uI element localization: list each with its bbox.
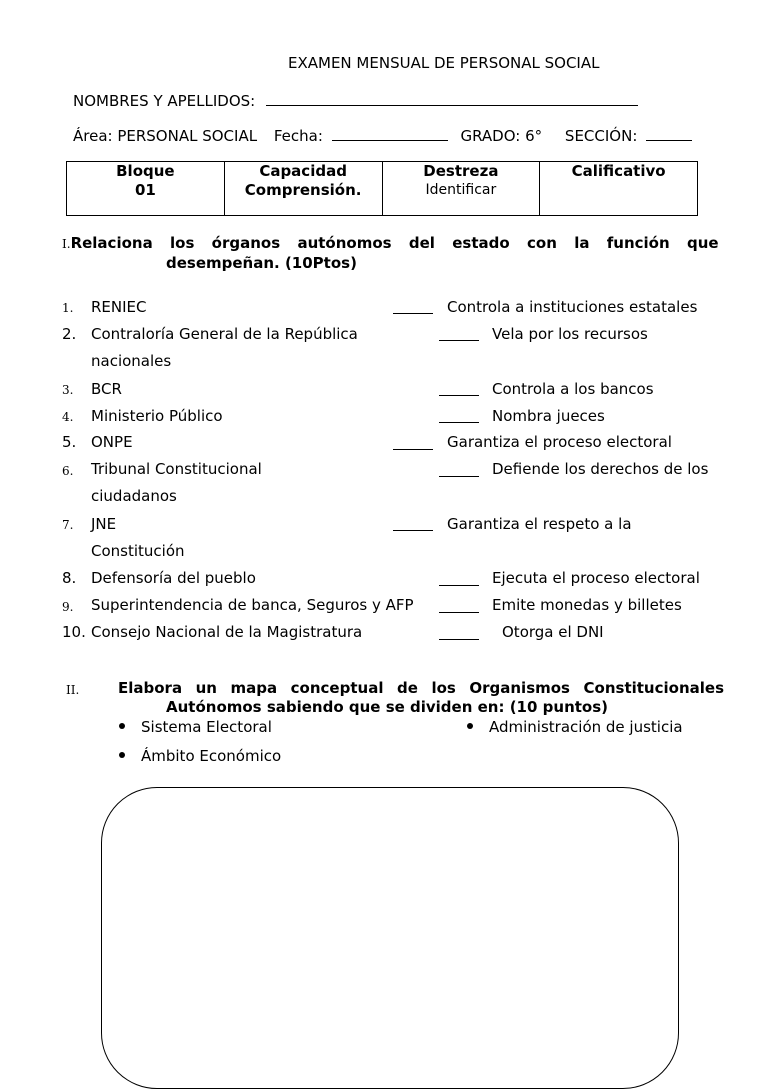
list-item: Ministerio Público xyxy=(91,407,223,425)
function-text: Ejecuta el proceso electoral xyxy=(492,569,700,587)
answer-blank[interactable] xyxy=(439,476,479,477)
bullet-icon xyxy=(467,723,473,729)
item-number: 9. xyxy=(62,600,74,614)
question-1-text-line1: Relaciona los órganos autónomos del estado con la función que xyxy=(70,234,719,252)
list-item: Superintendencia de banca, Seguros y AFP xyxy=(91,596,414,614)
item-number: 8. xyxy=(62,569,77,587)
function-continuation: nacionales xyxy=(91,352,172,370)
item-number: 5. xyxy=(62,433,77,451)
table-value: Identificar xyxy=(425,182,497,198)
bullet-item xyxy=(119,747,281,765)
function-continuation: Constitución xyxy=(91,542,185,560)
answer-blank[interactable] xyxy=(439,395,479,396)
function-text: Controla a instituciones estatales xyxy=(447,298,698,316)
answer-blank[interactable] xyxy=(439,422,479,423)
list-item: Tribunal Constitucional xyxy=(91,460,262,478)
capacity-table xyxy=(66,161,698,216)
date-blank[interactable] xyxy=(332,126,448,141)
answer-blank[interactable] xyxy=(393,449,433,450)
question-1-heading xyxy=(62,234,724,273)
list-item: BCR xyxy=(91,380,122,398)
answer-blank[interactable] xyxy=(393,530,433,531)
bullet-label: Ámbito Económico xyxy=(141,747,282,765)
bullet-label: Administración de justicia xyxy=(489,718,683,736)
bullet-item xyxy=(119,718,272,736)
concept-map-box[interactable] xyxy=(101,787,679,1089)
table-cell-capacidad xyxy=(224,162,382,216)
question-2-heading xyxy=(62,679,724,719)
list-item: Defensoría del pueblo xyxy=(91,569,256,587)
grade-label: GRADO: 6° xyxy=(460,127,543,145)
area-label: Área: PERSONAL SOCIAL xyxy=(73,127,258,145)
list-item: Consejo Nacional de la Magistratura xyxy=(91,623,363,641)
list-item: JNE xyxy=(91,515,117,533)
names-label: NOMBRES Y APELLIDOS: xyxy=(73,92,256,110)
item-number: 6. xyxy=(62,464,74,478)
table-cell-destreza xyxy=(382,162,540,216)
item-number: 3. xyxy=(62,383,74,397)
function-text: Nombra jueces xyxy=(492,407,605,425)
date-label: Fecha: xyxy=(273,127,323,145)
question-2-number: II. xyxy=(66,683,80,697)
answer-blank[interactable] xyxy=(439,585,479,586)
function-text: Controla a los bancos xyxy=(492,380,654,398)
answer-blank[interactable] xyxy=(439,639,479,640)
function-text: Vela por los recursos xyxy=(492,325,648,343)
table-cell-calificativo[interactable] xyxy=(540,162,698,216)
table-header: Calificativo xyxy=(571,162,666,180)
question-1-number: I. xyxy=(62,237,71,251)
info-row xyxy=(73,126,692,145)
item-number: 10. xyxy=(62,623,86,641)
function-text: Otorga el DNI xyxy=(502,623,604,641)
function-text: Defiende los derechos de los xyxy=(492,460,709,478)
function-continuation: ciudadanos xyxy=(91,487,177,505)
answer-blank[interactable] xyxy=(439,612,479,613)
section-label: SECCIÓN: xyxy=(564,127,638,145)
section-blank[interactable] xyxy=(646,126,692,141)
list-item: Contraloría General de la República xyxy=(91,325,358,343)
bullet-icon xyxy=(119,723,125,729)
table-value: 01 xyxy=(134,181,156,199)
table-header: Capacidad xyxy=(259,162,347,180)
question-1-text-line2: desempeñan. (10Ptos) xyxy=(166,254,357,272)
answer-blank[interactable] xyxy=(393,313,433,314)
item-number: 7. xyxy=(62,518,74,532)
item-number: 1. xyxy=(62,301,74,315)
list-item: ONPE xyxy=(91,433,133,451)
table-value: Comprensión. xyxy=(244,181,362,199)
table-header: Destreza xyxy=(423,162,499,180)
names-row xyxy=(73,91,638,110)
item-number: 4. xyxy=(62,410,74,424)
question-2-text-line2: Autónomos sabiendo que se dividen en: (10 puntos) xyxy=(166,698,609,716)
question-2-text-line1: Elabora un mapa conceptual de los Organismos Constitucionales xyxy=(118,679,724,697)
item-number: 2. xyxy=(62,325,77,343)
table-cell-bloque xyxy=(67,162,225,216)
table-header: Bloque xyxy=(116,162,175,180)
bullet-icon xyxy=(119,752,125,758)
function-text: Emite monedas y billetes xyxy=(492,596,682,614)
names-blank[interactable] xyxy=(266,91,638,106)
bullet-label: Sistema Electoral xyxy=(141,718,272,736)
function-text: Garantiza el respeto a la xyxy=(447,515,632,533)
function-text: Garantiza el proceso electoral xyxy=(447,433,672,451)
answer-blank[interactable] xyxy=(439,340,479,341)
bullet-item xyxy=(467,718,683,736)
exam-title: EXAMEN MENSUAL DE PERSONAL SOCIAL xyxy=(288,54,600,72)
list-item: RENIEC xyxy=(91,298,147,316)
